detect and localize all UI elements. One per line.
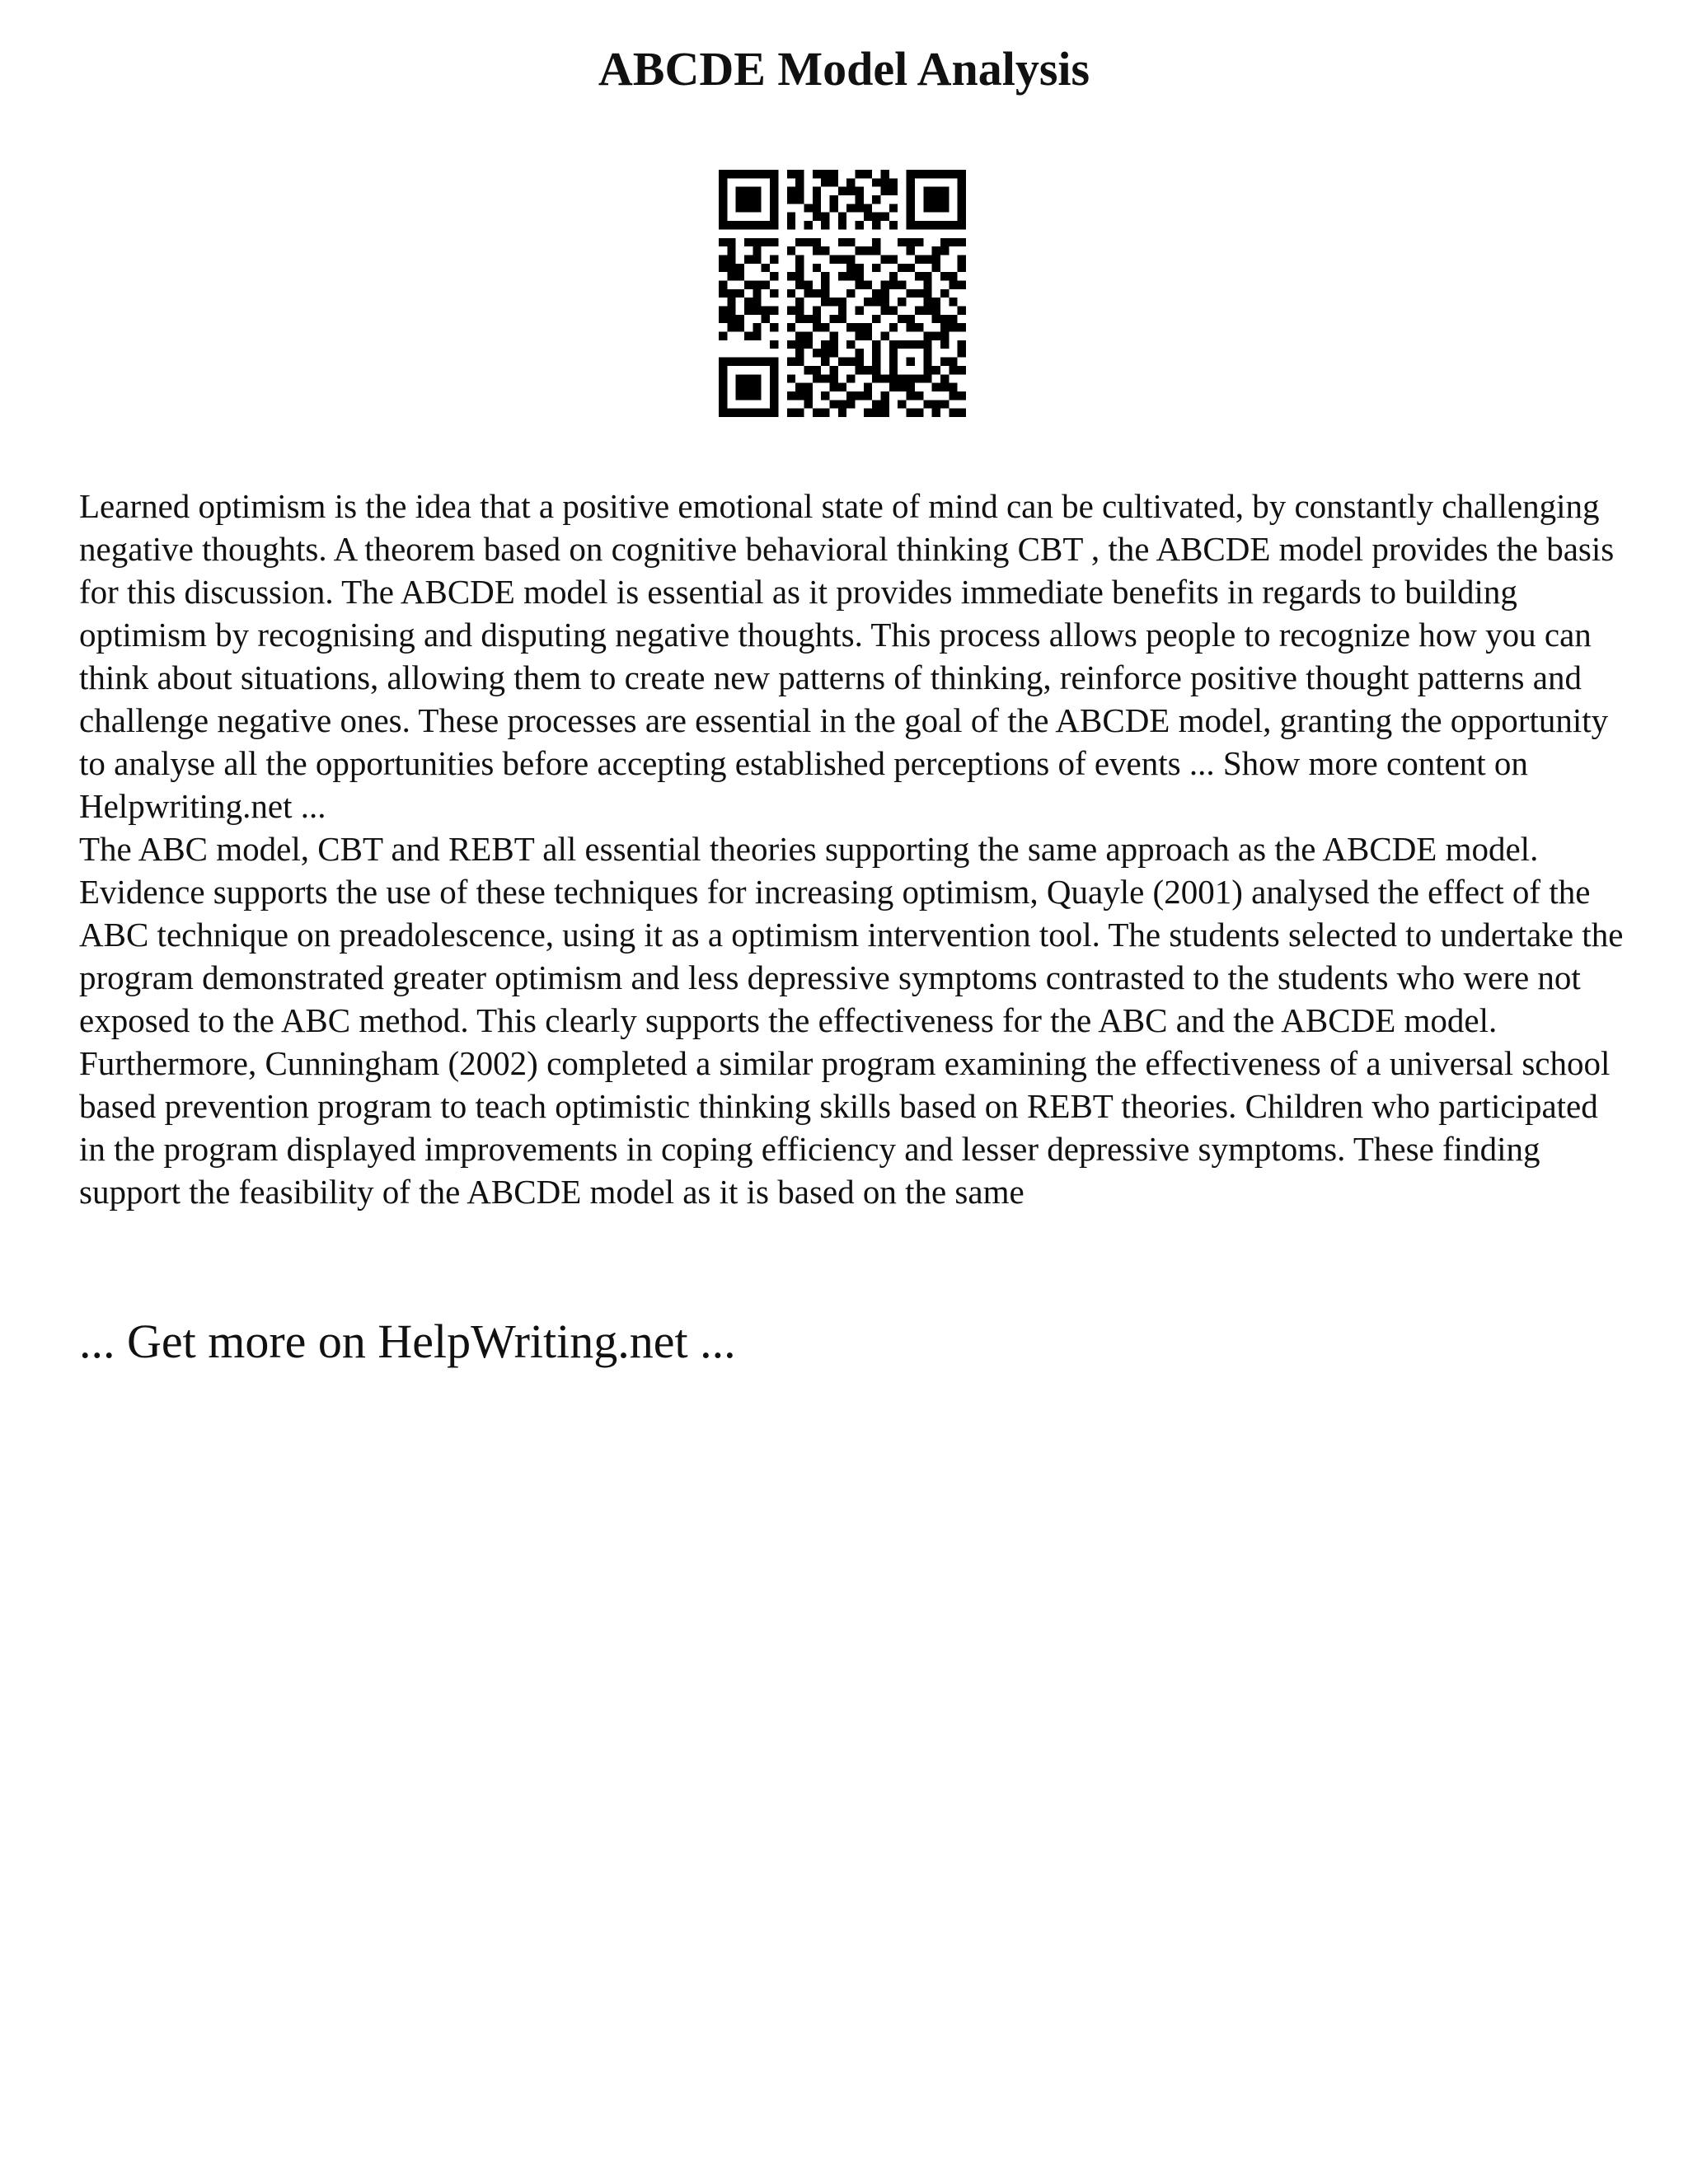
- body-paragraph-2: The ABC model, CBT and REBT all essential theories supporting the same approach as the ABCDE model. Evidence supports the use of these techniques for increasing optimism, Quayle (2001) analysed the effect of the ABC technique on preadolescence, using it as a optimism intervention tool. The students selected to undertake the program demonstrated greater optimism and less depressive symptoms contrasted to the students who were not exposed to the ABC method. This clearly supports the effectiveness for the ABC and the ABCDE model. Furthermore, Cunningham (2002) completed a similar program examining the effectiveness of a universal school based prevention program to teach optimistic thinking skills based on REBT theories. Children who participated in the program displayed improvements in coping efficiency and lesser depressive symptoms. These finding support the feasibility of the ABCDE model as it is based on the same: [79, 830, 1624, 1211]
- article-body: [79, 485, 1629, 1213]
- qr-code-graphic: [719, 170, 966, 417]
- get-more-link[interactable]: ... Get more on HelpWriting.net ...: [79, 1315, 736, 1368]
- qr-code-icon[interactable]: [719, 170, 966, 417]
- body-paragraph-1: Learned optimism is the idea that a positive emotional state of mind can be cultivated, by constantly challenging negative thoughts. A theorem based on cognitive behavioral thinking CBT , the ABCDE model provides the basis for this discussion. The ABCDE model is essential as it provides immediate benefits in regards to building optimism by recognising and disputing negative thoughts. This process allows people to recognize how you can think about situations, allowing them to create new patterns of thinking, reinforce positive thought patterns and challenge negative ones. These processes are essential in the goal of the ABCDE model, granting the opportunity to analyse all the opportunities before accepting established perceptions of events ... Show more content on Helpwriting.net ...: [79, 487, 1615, 825]
- document-title: ABCDE Model Analysis: [598, 42, 1090, 96]
